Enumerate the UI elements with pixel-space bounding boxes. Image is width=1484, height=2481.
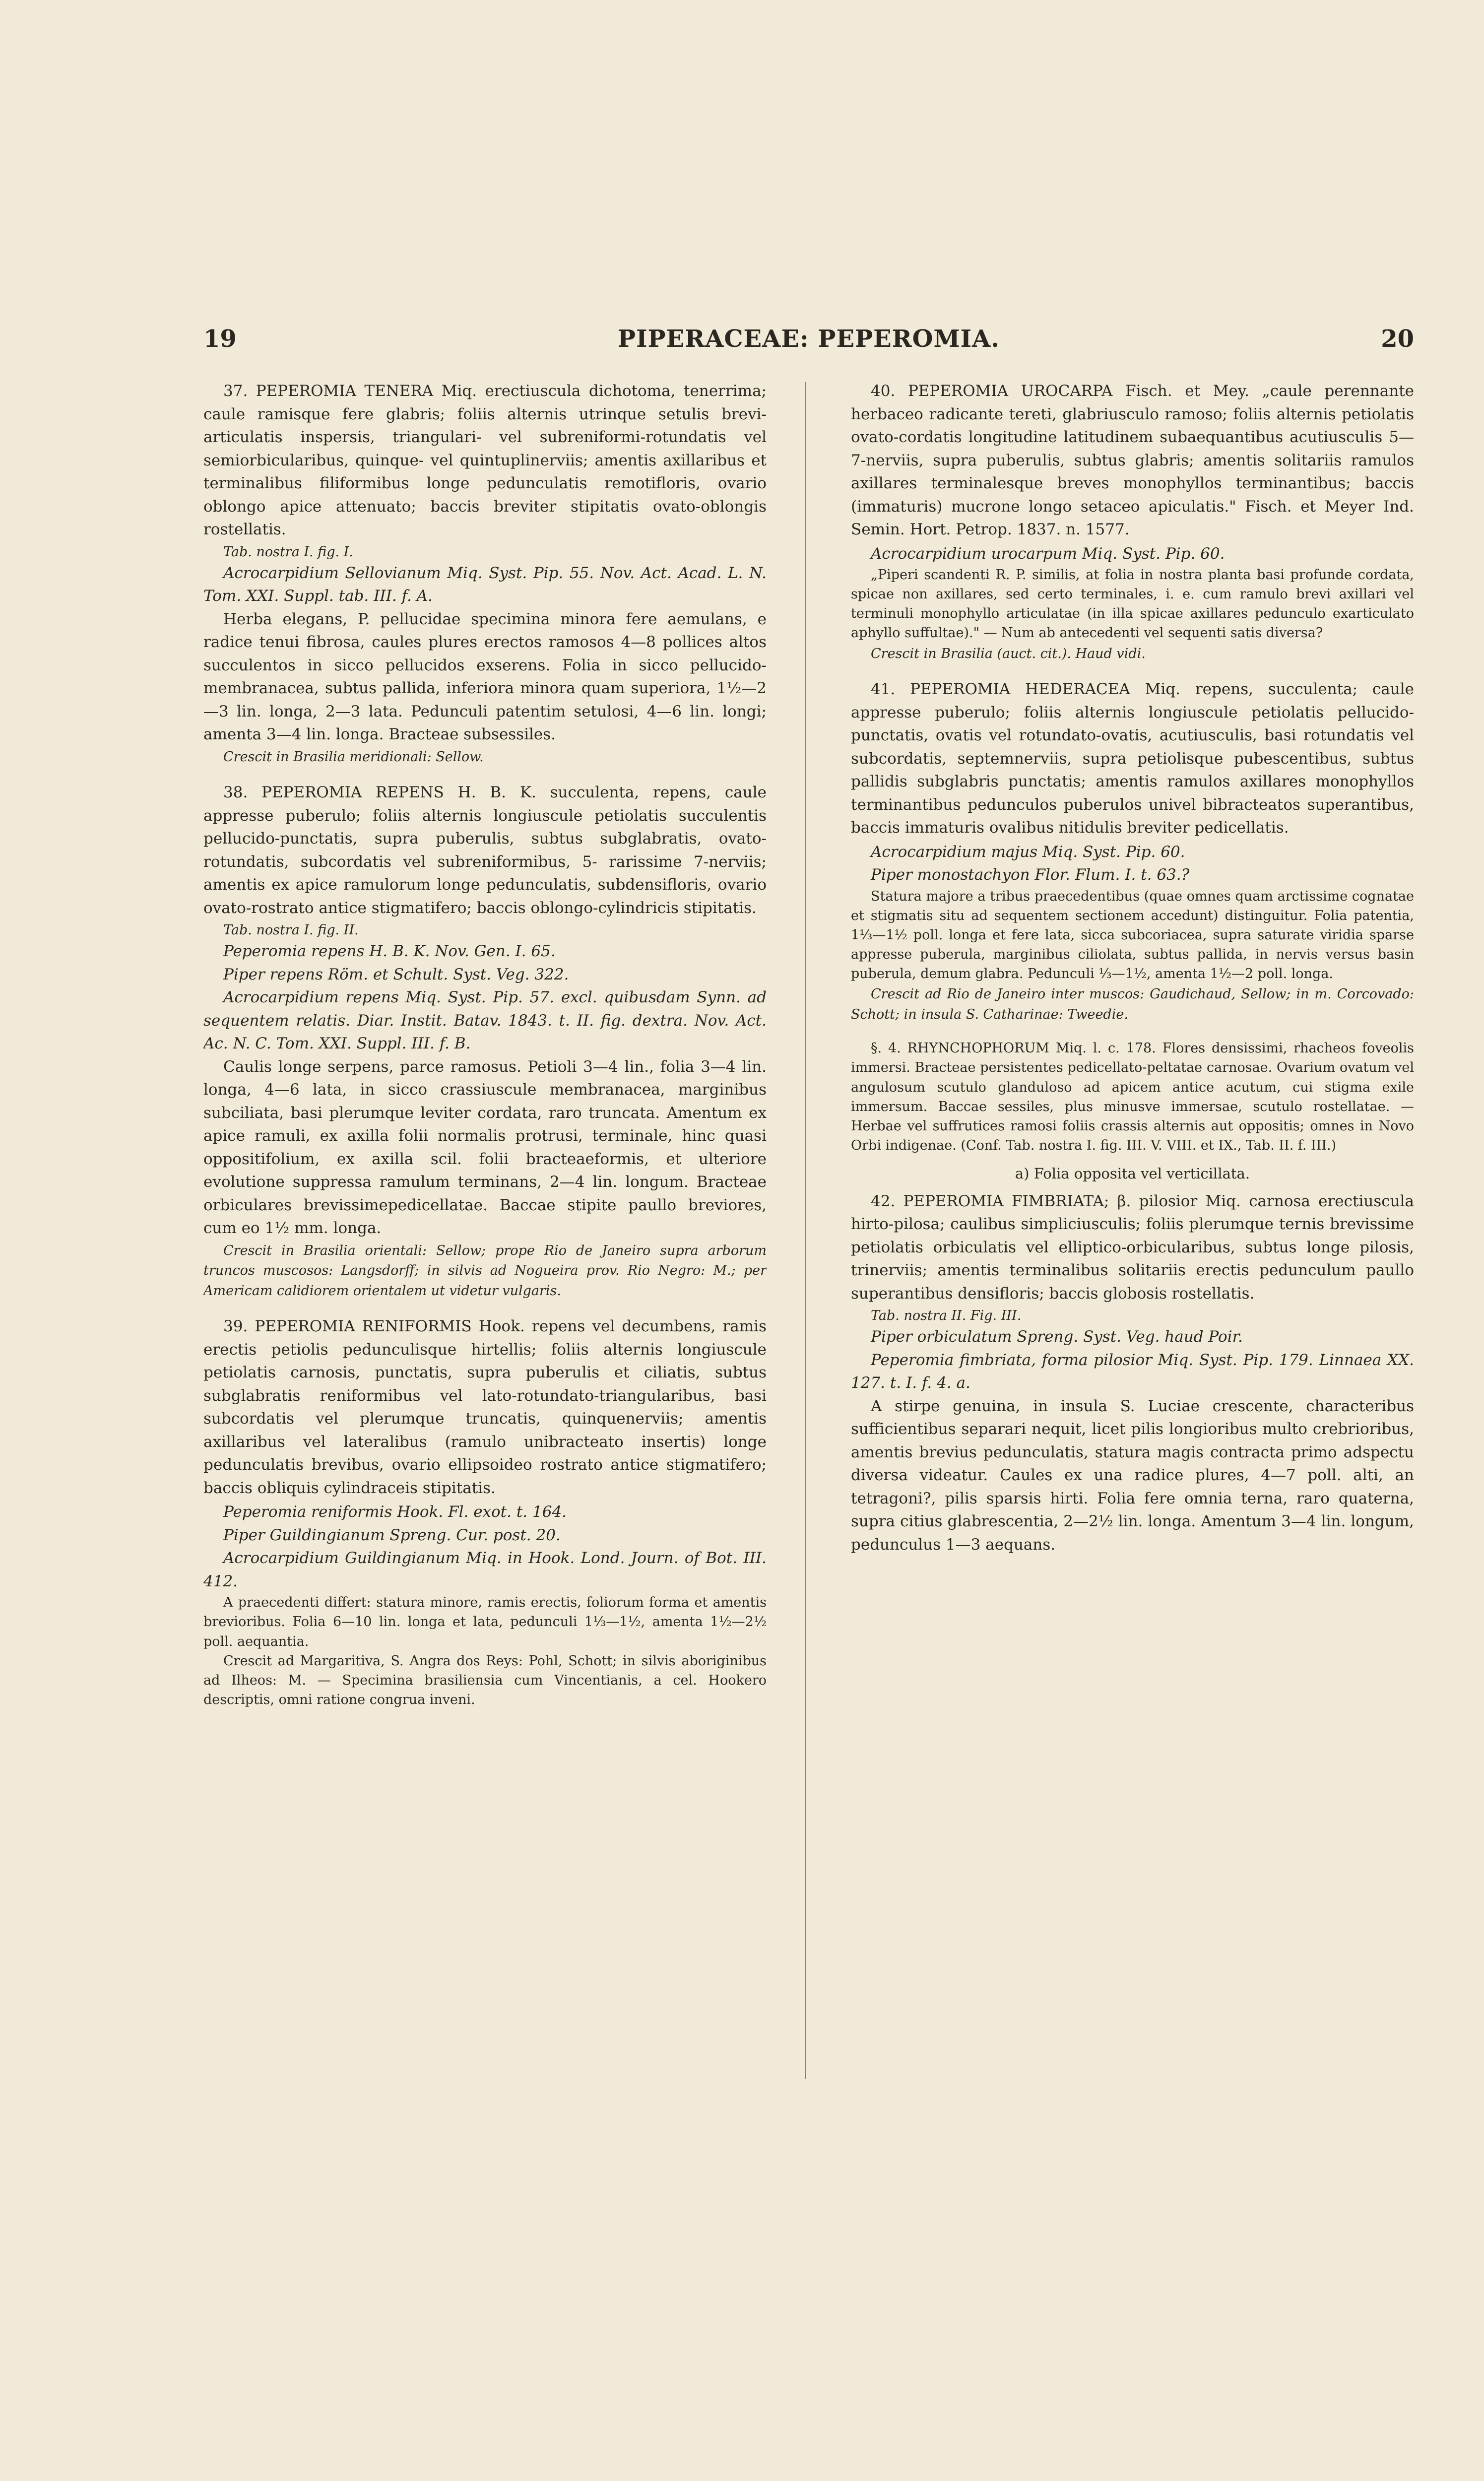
synonym-reference: Acrocarpidium majus Miq. Syst. Pip. 60. (871, 843, 1185, 861)
synonym-reference: Acrocarpidium Sellovianum Miq. Syst. Pip. 55. Nov. Act. Acad. L. N. Tom. XXI. Suppl. tab. III. f. A. (203, 564, 767, 605)
habitat-note: Crescit in Brasilia orientali: Sellow; prope Rio de Janeiro supra arborum truncos muscosos: Langsdorff; in silvis ad Nogueira prov. Rio Negro: M.; per Americam calidiorem orientalem ut videtur vulgaris. (203, 1242, 767, 1299)
paragraph: Herba elegans, P. pellucidae specimina minora fere aemulans, e radice tenui fibrosa, caules plures erectos ramosos 4—8 pollices altos succulentos in sicco pellucidos exserens. Folia in sicco pellucido-membranacea, subtus pallida, inferiora minora quam superiora, 1½—2—3 lin. longa, 2—3 lata. Pedunculi patentim setulosi, 4—6 lin. longi; amenta 3—4 lin. longa. Bracteae subsessiles. (203, 610, 767, 744)
plate-reference: Tab. nostra II. Fig. III. (871, 1308, 1022, 1324)
habitat-note: Crescit in Brasilia meridionali: Sellow. (223, 749, 484, 765)
right-column (851, 380, 1414, 2082)
plate-reference: Tab. nostra I. fig. II. (223, 922, 359, 938)
running-head: PIPERACEAE: PEPEROMIA. (617, 325, 1000, 353)
section-gap (203, 767, 767, 781)
habitat-note: Crescit ad Rio de Janeiro inter muscos: Gaudichaud, Sellow; in m. Corcovado: Schott; in insula S. Catharinae: Tweedie. (851, 986, 1414, 1022)
synonym-reference: Piper Guildingianum Spreng. Cur. post. 20. (223, 1526, 561, 1544)
synonym-reference: Peperomia reniformis Hook. Fl. exot. t. 164. (223, 1503, 567, 1521)
page-number-right: 20 (1381, 325, 1414, 353)
synonym-reference: Acrocarpidium Guildingianum Miq. in Hook. Lond. Journ. of Bot. III. 412. (203, 1549, 767, 1590)
section-gap (851, 1025, 1414, 1039)
paragraph: 39. PEPEROMIA RENIFORMIS Hook. repens vel decumbens, ramis erectis petiolis pedunculisque hirtellis; foliis alternis longiuscule petiolatis carnosis, punctatis, supra puberulis et ciliatis, subtus subglabratis reniformibus vel lato-rotundato-triangularibus, basi subcordatis vel plerumque truncatis, quinquenerviis; amentis axillaribus vel lateralibus (ramulo unibracteato insertis) longe pedunculatis brevibus, ovario ellipsoideo rostrato antice stigmatifero; baccis obliquis cylindraceis stipitatis. (203, 1317, 767, 1497)
note-paragraph: §. 4. RHYNCHOPHORUM Miq. l. c. 178. Flores densissimi, rhacheos foveolis immersi. Bracteae persistentes pedicellato-peltatae carnosae. Ovarium ovatum vel angulosum scutulo glanduloso ad apicem antice acutum, cui stigma exile immersum. Baccae sessiles, plus minusve immersae, scutulo rostellatae. — Herbae vel suffrutices ramosi foliis crassis alternis aut oppositis; omnes in Novo Orbi indigenae. (Conf. Tab. nostra I. fig. III. V. VIII. et IX., Tab. II. f. III.) (851, 1041, 1414, 1153)
note-paragraph: „Piperi scandenti R. P. similis, at folia in nostra planta basi profunde cordata, spicae non axillares, sed certo terminales, i. e. cum ramulo brevi axillari vel terminuli monophyllo articulatae (in illa spicae axillares pedunculo exarticulato aphyllo suffultae)." — Num ab antecedenti vel sequenti satis diversa? (851, 567, 1414, 641)
column-divider (805, 382, 806, 2079)
section-gap (851, 664, 1414, 678)
paragraph: 40. PEPEROMIA UROCARPA Fisch. et Mey. „caule perennante herbaceo radicante tereti, glabriusculo ramoso; foliis alternis petiolatis ovato-cordatis longitudine latitudinem subaequantibus acutiusculis 5—7-nerviis, supra puberulis, subtus glabris; amentis solitariis ramulos axillares terminalesque breves monophyllos terminantibus; baccis (immaturis) mucrone longo setaceo apiculatis." Fisch. et Meyer Ind. Semin. Hort. Petrop. 1837. n. 1577. (851, 382, 1414, 538)
synonym-reference: Piper monostachyon Flor. Flum. I. t. 63.? (871, 866, 1190, 884)
paragraph: 41. PEPEROMIA HEDERACEA Miq. repens, succulenta; caule appresse puberulo; foliis alternis longiuscule petiolatis pellucido-punctatis, ovatis vel rotundato-ovatis, acutiusculis, basi rotundatis vel subcordatis, septemnerviis, supra petiolisque pubescentibus, subtus pallidis subglabris punctatis; amentis ramulos axillares monophyllos terminantibus pedunculos puberulos univel bibracteatos superantibus, baccis immaturis ovalibus nitidulis breviter pedicellatis. (851, 680, 1414, 837)
subsection-heading: a) Folia opposita vel verticillata. (1015, 1165, 1250, 1182)
synonym-reference: Peperomia fimbriata, forma pilosior Miq. Syst. Pip. 179. Linnaea XX. 127. t. I. f. 4. a. (851, 1351, 1414, 1392)
paragraph: A stirpe genuina, in insula S. Luciae crescente, characteribus sufficientibus separari nequit, licet pilis longioribus multo crebrioribus, amentis brevius pedunculatis, statura magis contracta primo adspectu diversa videatur. Caules ex una radice plures, 4—7 poll. alti, an tetragoni?, pilis sparsis hirti. Folia fere omnia terna, raro quaterna, supra citius glabrescentia, 2—2½ lin. longa. Amentum 3—4 lin. longum, pedunculus 1—3 aequans. (851, 1397, 1414, 1554)
synonym-reference: Piper repens Röm. et Schult. Syst. Veg. 322. (223, 965, 569, 983)
synonym-reference: Peperomia repens H. B. K. Nov. Gen. I. 65. (223, 942, 556, 961)
note-paragraph: Crescit ad Margaritiva, S. Angra dos Reys: Pohl, Schott; in silvis aboriginibus ad Ilheos: M. — Specimina brasiliensia cum Vincentianis, a cel. Hookero descriptis, omni ratione congrua inveni. (203, 1653, 767, 1707)
habitat-note: Crescit in Brasilia (auct. cit.). Haud vidi. (871, 646, 1146, 661)
synonym-reference: Acrocarpidium repens Miq. Syst. Pip. 57. excl. quibusdam Synn. ad sequentem relatis. Diar. Instit. Batav. 1843. t. II. fig. dextra. Nov. Act. Ac. N. C. Tom. XXI. Suppl. III. f. B. (203, 988, 767, 1053)
paragraph: 42. PEPEROMIA FIMBRIATA; β. pilosior Miq. carnosa erectiuscula hirto-pilosa; caulibus simpliciusculis; foliis plerumque ternis brevissime petiolatis orbiculatis vel elliptico-orbicularibus, subtus longe pilosis, trinerviis; amentis terminalibus solitariis erectis pedunculum paullo superantibus densifloris; baccis globosis rostellatis. (851, 1192, 1414, 1303)
note-paragraph: Statura majore a tribus praecedentibus (quae omnes quam arctissime cognatae et stigmatis situ ad sequentem sectionem accedunt) distinguitur. Folia patentia, 1⅓—1½ poll. longa et fere lata, sicca subcoriacea, supra saturate viridia sparse appresse puberula, marginibus ciliolata, subtus pallida, in nervis versus basin puberula, demum glabra. Pedunculi ⅓—1½, amenta 1½—2 poll. longa. (851, 888, 1414, 982)
plate-reference: Tab. nostra I. fig. I. (223, 544, 353, 560)
page-number-left: 19 (203, 325, 237, 353)
synonym-reference: Acrocarpidium urocarpum Miq. Syst. Pip. 60. (871, 544, 1225, 563)
paragraph: 38. PEPEROMIA REPENS H. B. K. succulenta, repens, caule appresse puberulo; foliis alternis longiuscule petiolatis succulentis pellucido-punctatis, supra puberulis, subtus subglabratis, ovato-rotundatis, subcordatis vel subreniformibus, 5- rarissime 7-nerviis; amentis ex apice ramulorum longe pedunculatis, subdensifloris, ovario ovato-rostrato antice stigmatifero; baccis oblongo-cylindricis stipitatis. (203, 783, 767, 917)
left-column (203, 380, 767, 2082)
synonym-reference: Piper orbiculatum Spreng. Syst. Veg. haud Poir. (871, 1328, 1243, 1346)
paragraph: 37. PEPEROMIA TENERA Miq. erectiuscula dichotoma, tenerrima; caule ramisque fere glabris; foliis alternis utrinque setulis brevi-articulatis inspersis, triangulari- vel subreniformi-rotundatis vel semiorbicularibus, quinque- vel quintuplinerviis; amentis axillaribus et terminalibus filiformibus longe pedunculatis remotifloris, ovario oblongo apice attenuato; baccis breviter stipitatis ovato-oblongis rostellatis. (203, 382, 767, 538)
paragraph: Caulis longe serpens, parce ramosus. Petioli 3—4 lin., folia 3—4 lin. longa, 4—6 lata, in sicco crassiuscule membranacea, marginibus subciliata, basi plerumque leviter cordata, raro truncata. Amentum ex apice ramuli, ex axilla folii normalis protrusi, terminale, hinc quasi oppositifolium, ex axilla scil. folii bracteaeformis, et ulteriore evolutione suppressa ramulum terminans, 2—4 lin. longum. Bracteae orbiculares brevissimepedicellatae. Baccae stipite paullo breviores, cum eo 1½ mm. longa. (203, 1057, 767, 1238)
section-gap (203, 1301, 767, 1315)
page-header (203, 325, 1414, 365)
note-paragraph: A praecedenti differt: statura minore, ramis erectis, foliorum forma et amentis brevioribus. Folia 6—10 lin. longa et lata, pedunculi 1⅓—1½, amenta 1½—2½ poll. aequantia. (203, 1595, 767, 1649)
